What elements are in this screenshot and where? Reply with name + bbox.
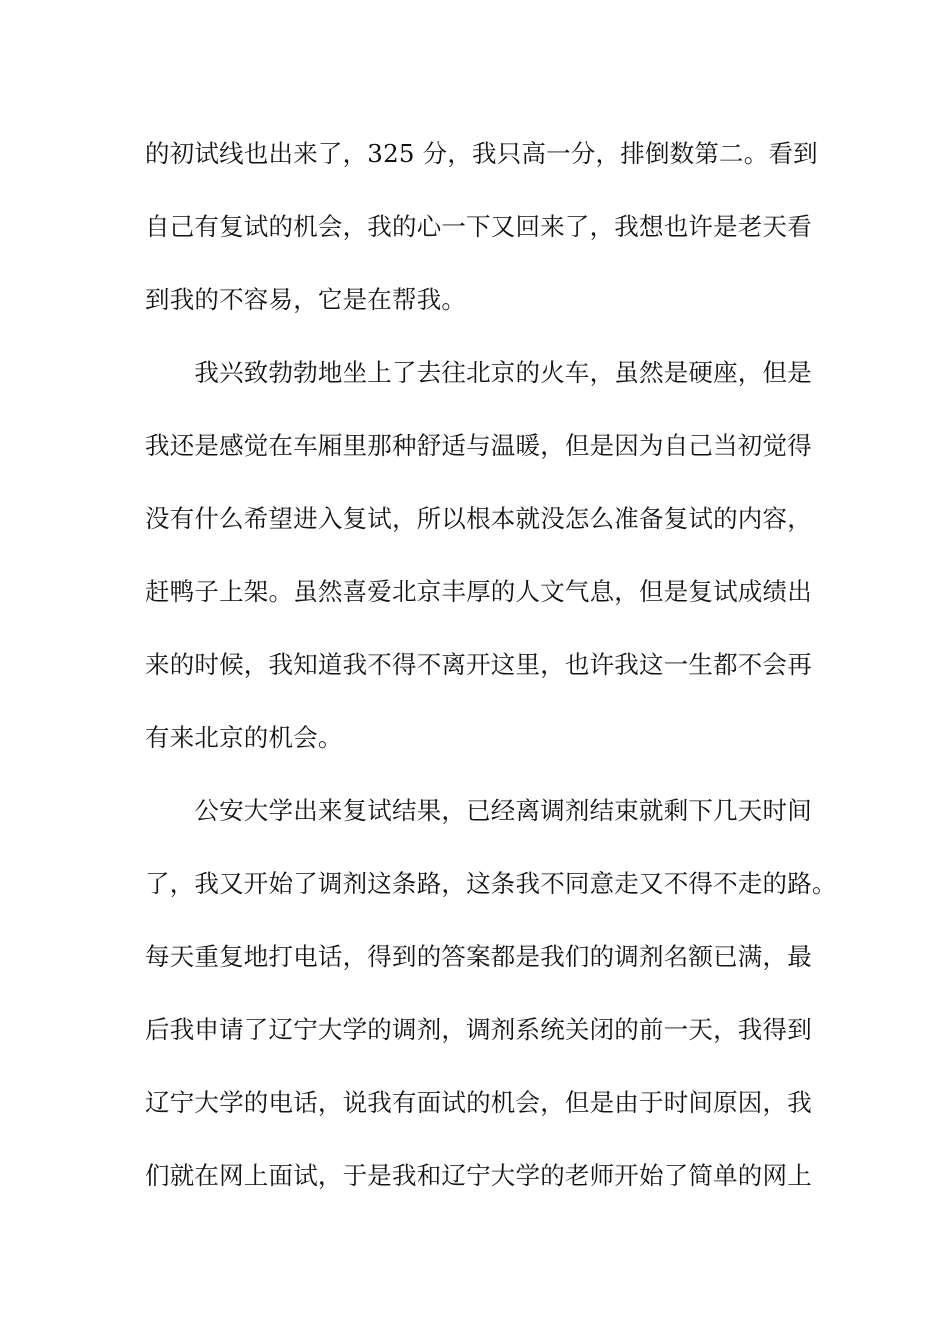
text-line: 后我申请了辽宁大学的调剂，调剂系统关闭的前一天，我得到: [145, 1015, 812, 1044]
text-line: 们就在网上面试，于是我和辽宁大学的老师开始了简单的网上: [145, 1161, 812, 1190]
body-text: [145, 126, 837, 1204]
text-line: 有来北京的机会。: [145, 723, 343, 752]
text-line: 到我的不容易，它是在帮我。: [145, 285, 467, 314]
text-line: 自己有复试的机会，我的心一下又回来了，我想也许是老天看: [145, 212, 812, 241]
text-line: 辽宁大学的电话，说我有面试的机会，但是由于时间原因，我: [145, 1088, 812, 1117]
text-line: 的初试线也出来了，325 分，我只高一分，排倒数第二。看到: [145, 139, 818, 168]
text-line: 我还是感觉在车厢里那种舒适与温暖，但是因为自己当初觉得: [145, 431, 812, 460]
text-line: 来的时候，我知道我不得不离开这里，也许我这一生都不会再: [145, 650, 812, 679]
text-line: 我兴致勃勃地坐上了去往北京的火车，虽然是硬座，但是: [145, 358, 812, 387]
text-line: 每天重复地打电话，得到的答案都是我们的调剂名额已满，最: [145, 942, 812, 971]
text-line: 公安大学出来复试结果，已经离调剂结束就剩下几天时间: [145, 796, 812, 825]
text-line: 了，我又开始了调剂这条路，这条我不同意走又不得不走的路。: [145, 869, 837, 898]
text-line: 赶鸭子上架。虽然喜爱北京丰厚的人文气息，但是复试成绩出: [145, 577, 812, 606]
text-line: 没有什么希望进入复试，所以根本就没怎么准备复试的内容，: [145, 504, 812, 533]
